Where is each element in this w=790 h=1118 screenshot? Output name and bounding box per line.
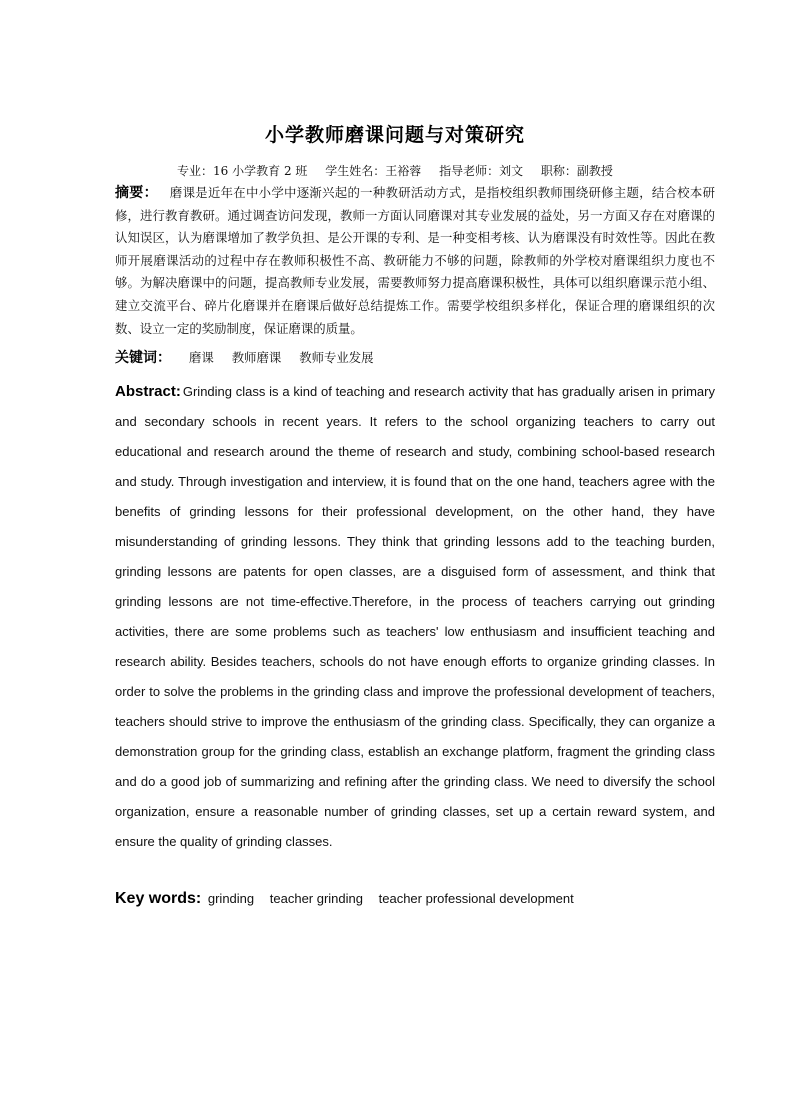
english-abstract-label: Abstract: [115, 383, 181, 400]
english-abstract [115, 377, 715, 857]
chinese-keyword: 磨课 [188, 350, 214, 365]
english-keyword: grinding [207, 891, 255, 906]
chinese-abstract-label: 摘要： [115, 185, 158, 201]
chinese-keywords-label: 关键词： [115, 350, 171, 366]
chinese-abstract [115, 182, 715, 340]
english-abstract-text: Grinding class is a kind of teaching and research activity that has gradually arisen in primary and secondary schools in recent years. It refers to the school organizing teachers to carry out educational and research around the theme of research and study, combining school-based research and study. Through investigation and interview, it is found that on the one hand, teachers agree with the benefits of grinding lessons for their professional development, on the other hand, they have misunderstanding of grinding lessons. They think that grinding lessons add to the teaching burden, grinding lessons are patents for open classes, are a disguised form of assessment, and think that grinding lessons are not time-effective.Therefore, in the process of teachers carrying out grinding activities, there are some problems such as teachers' low enthusiasm and insufficient teaching and research ability. Besides teachers, schools do not have enough efforts to organize grinding classes. In order to solve the problems in the grinding class and improve the professional development of teachers, teachers should strive to improve the enthusiasm of the grinding class. Specifically, they can organize a demonstration group for the grinding class, establish an exchange platform, fragment the grinding class and do a good job of summarizing and refining after the grinding class. We need to diversify the school organization, ensure a reasonable number of grinding classes, set up a certain reward system, and ensure the quality of grinding classes. [115, 384, 715, 849]
major-info: 专业：16 小学教育 2 班 [177, 164, 308, 178]
chinese-keyword: 教师专业发展 [299, 350, 374, 365]
chinese-keywords [115, 347, 715, 367]
english-keywords [115, 890, 715, 908]
paper-title: 小学教师磨课问题与对策研究 [264, 124, 525, 146]
english-keywords-label: Key words: [115, 890, 202, 907]
advisor-rank-info: 职称：副教授 [540, 164, 613, 178]
author-info-line [0, 162, 790, 179]
advisor-info: 指导老师：刘文 [439, 164, 524, 178]
english-keyword: teacher professional development [378, 891, 574, 906]
chinese-keyword: 教师磨课 [231, 350, 282, 365]
english-keyword: teacher grinding [269, 891, 363, 906]
chinese-abstract-text: 磨课是近年在中小学中逐渐兴起的一种教研活动方式，是指校组织教师围绕研修主题，结合校本研修，进行教育教研。通过调查访问发现，教师一方面认同磨课对其专业发展的益处，另一方面又存在对磨课的认知误区，认为磨课增加了教学负担、是公开课的专利、是一种变相考核、认为磨课没有时效性等。因此在教师开展磨课活动的过程中存在教师积极性不高、教研能力不够的问题，除教师的外学校对磨课组织力度也不够。为解决磨课中的问题，提高教师专业发展，需要教师努力提高磨课积极性，具体可以组织磨课示范小组、建立交流平台、碎片化磨课并在磨课后做好总结提炼工作。需要学校组织多样化，保证合理的磨课组织的次数、设立一定的奖励制度，保证磨课的质量。 [115, 185, 716, 336]
student-name-info: 学生姓名：王裕蓉 [325, 164, 422, 178]
